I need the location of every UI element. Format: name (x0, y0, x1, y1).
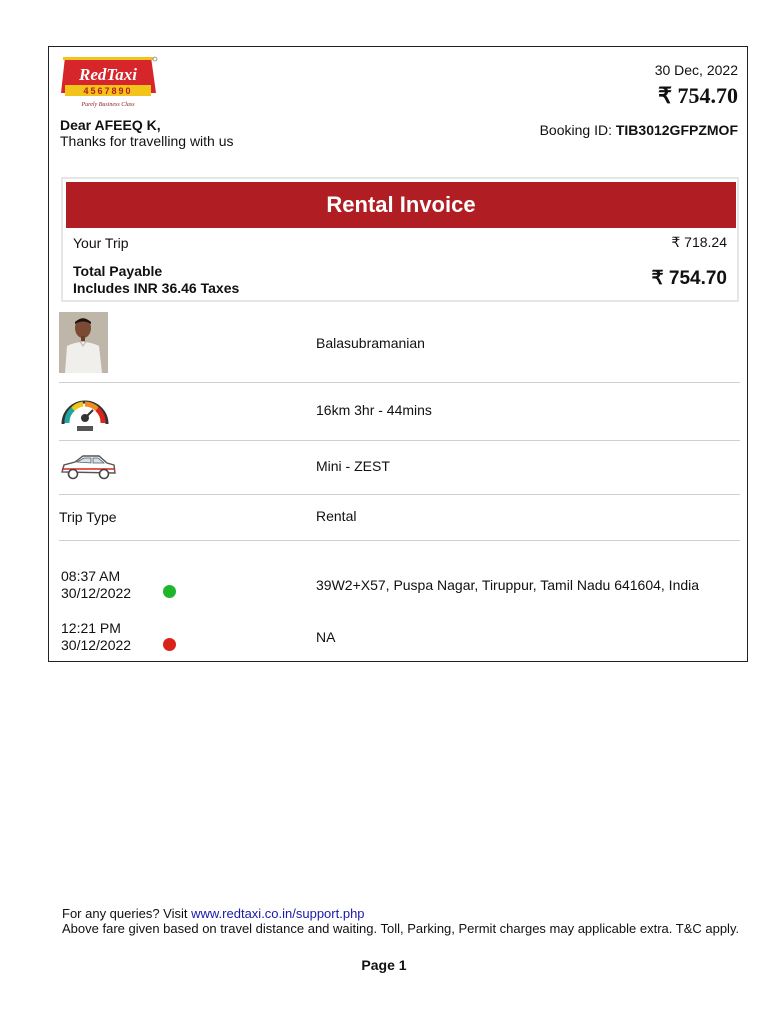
booking-id (540, 122, 738, 138)
taxes-label: Includes INR 36.46 Taxes (73, 280, 240, 296)
drop-time-block (61, 620, 131, 654)
invoice-summary (61, 177, 739, 302)
pickup-time: 08:37 AM (61, 568, 121, 584)
logo-phone-text: 4567890 (83, 86, 133, 96)
trip-type-value: Rental (316, 508, 357, 524)
your-trip-amount: ₹ 718.24 (671, 234, 727, 250)
distance-time: 16km 3hr - 44mins (316, 402, 432, 418)
total-payable-label: Total Payable (73, 263, 163, 279)
booking-id-label: Booking ID: (539, 122, 616, 138)
fare-note: Above fare given based on travel distance and waiting. Toll, Parking, Permit charges may applicable extra. T&C apply. (62, 921, 740, 936)
divider (59, 540, 740, 541)
footer (62, 906, 742, 936)
trip-type-label: Trip Type (59, 509, 117, 525)
support-link[interactable]: www.redtaxi.co.in/support.php (191, 906, 365, 921)
start-location-dot (163, 585, 176, 598)
pickup-address: 39W2+X57, Puspa Nagar, Tiruppur, Tamil Nadu 641604, India (316, 577, 700, 593)
driver-name: Balasubramanian (316, 335, 425, 351)
drop-date: 30/12/2022 (61, 637, 132, 653)
drop-address: NA (316, 629, 336, 645)
redtaxi-logo (59, 55, 159, 111)
invoice-title: Rental Invoice (66, 182, 736, 228)
your-trip-label: Your Trip (73, 235, 129, 251)
divider (59, 440, 740, 441)
thanks-text: Thanks for travelling with us (60, 133, 234, 149)
page-number: Page 1 (361, 957, 407, 973)
pickup-time-block (61, 568, 131, 602)
drop-time: 12:21 PM (61, 620, 121, 636)
speedometer-icon (59, 392, 111, 432)
invoice-card (48, 46, 748, 662)
support-prefix: For any queries? Visit (62, 906, 192, 921)
total-payable-block (73, 263, 239, 297)
logo-tagline-text: Purely Business Class (81, 102, 135, 108)
support-line (62, 906, 742, 921)
car-icon (59, 452, 117, 482)
customer-greeting: Dear AFEEQ K, (60, 117, 161, 133)
invoice-date: 30 Dec, 2022 (654, 62, 738, 78)
total-payable-amount: ₹ 754.70 (651, 268, 727, 289)
end-location-dot (163, 638, 176, 651)
car-model: Mini - ZEST (316, 458, 390, 474)
divider (59, 382, 740, 383)
driver-photo (59, 312, 108, 373)
booking-id-value: TIB3012GFPZMOF (615, 122, 738, 138)
divider (59, 494, 740, 495)
pickup-date: 30/12/2022 (61, 585, 132, 601)
greeting-block (60, 117, 234, 149)
header-total-amount: ₹ 754.70 (658, 83, 738, 108)
logo-brand-text: RedTaxi (79, 65, 137, 84)
